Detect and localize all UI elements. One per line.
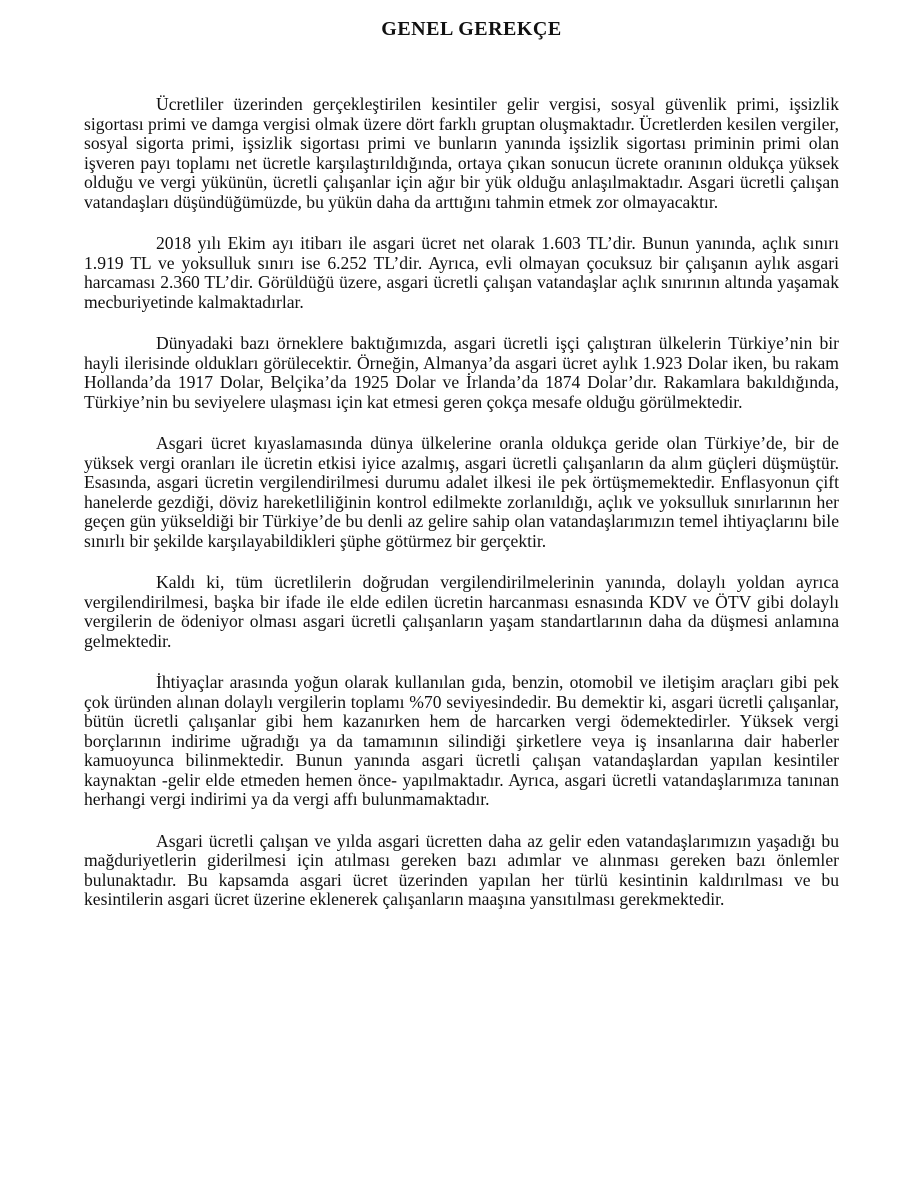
document-title: GENEL GEREKÇE <box>381 18 562 40</box>
paragraph-2: 2018 yılı Ekim ayı itibarı ile asgari ücret net olarak 1.603 TL’dir. Bunun yanında, açlık sınırı 1.919 TL ve yoksulluk sınırı ise 6.252 TL’dir. Ayrıca, evli olmayan çocuksuz bir çalışanın aylık asgari harcaması 2.360 TL’dir. Görüldüğü üzere, asgari ücretli çalışan vatandaşlar açlık sınırının altında yaşamak mecburiyetinde kalmaktadırlar. <box>84 233 839 312</box>
paragraph-4: Asgari ücret kıyaslamasında dünya ülkelerine oranla oldukça geride olan Türkiye’de, bir de yüksek vergi oranları ile ücretin etkisi iyice azalmış, asgari ücretli çalışanların da alım güçleri düşmüştür. Esasında, asgari ücretin vergilendirilmesi durumu adalet ilkesi ile pek örtüşmemektedir. Enflasyonun çift hanelerde gezdiği, döviz hareketliliğinin kontrol edilmekte zorlanıldığı, açlık ve yoksulluk sınırlarının her geçen gün yükseldiği bir Türkiye’de bu denli az gelire sahip olan vatandaşlarımızın temel ihtiyaçlarını bile sınırlı bir şekilde karşılayabildikleri şüphe götürmez bir gerçektir. <box>84 433 839 551</box>
paragraph-3: Dünyadaki bazı örneklere baktığımızda, asgari ücretli işçi çalıştıran ülkelerin Türkiye’nin bir hayli ilerisinde oldukları görülecektir. Örneğin, Almanya’da asgari ücret aylık 1.923 Dolar iken, bu rakam Hollanda’da 1917 Dolar, Belçika’da 1925 Dolar ve İrlanda’da 1874 Dolar’dır. Rakamlara bakıldığında, Türkiye’nin bu seviyelere ulaşması için kat etmesi geren çokça mesafe olduğu görülmektedir. <box>84 333 839 412</box>
paragraph-6: İhtiyaçlar arasında yoğun olarak kullanılan gıda, benzin, otomobil ve iletişim araçları gibi pek çok üründen alınan dolaylı vergilerin toplamı %70 seviyesindedir. Bu demektir ki, asgari ücretli çalışanlar, bütün ücretli çalışanlar gibi hem kazanırken hem de harcarken vergi ödemektedirler. Yüksek vergi borçlarının indirime uğradığı ya da tamamının silindiği şirketlere veya iş insanlarına dair haberler kamuoyunca bilinmektedir. Bunun yanında asgari ücretli çalışan vatandaşlardan yapılan kesintiler kaynaktan -gelir elde etmeden hemen önce- yapılmaktadır. Ayrıca, asgari ücretli vatandaşlarımıza tanınan herhangi vergi indirimi ya da vergi affı bulunmamaktadır. <box>84 672 839 809</box>
paragraph-5: Kaldı ki, tüm ücretlilerin doğrudan vergilendirilmelerinin yanında, dolaylı yoldan ayrıca vergilendirilmesi, başka bir ifade ile elde edilen ücretin harcanması esnasında KDV ve ÖTV gibi dolaylı vergilerin de ödeniyor olması asgari ücretli çalışanların yaşam standartlarının daha da düşmesi anlamına gelmektedir. <box>84 572 839 651</box>
paragraph-7: Asgari ücretli çalışan ve yılda asgari ücretten daha az gelir eden vatandaşlarımızın yaşadığı bu mağduriyetlerin giderilmesi için atılması gereken bazı adımlar ve alınması gereken bazı önlemler bulunaktadır. Bu kapsamda asgari ücret üzerinden yapılan her türlü kesintinin kaldırılması ve bu kesintilerin asgari ücret üzerine eklenerek çalışanların maaşına yansıtılması gerekmektedir. <box>84 830 839 909</box>
paragraph-1: Ücretliler üzerinden gerçekleştirilen kesintiler gelir vergisi, sosyal güvenlik primi, işsizlik sigortası primi ve damga vergisi olmak üzere dört farklı gruptan oluşmaktadır. Ücretlerden kesilen vergiler, sosyal sigorta primi, işsizlik sigortası primi ve bunların yanında işsizlik sigortası priminin primi olan işveren payı toplamı net ücretle karşılaştırıldığında, ortaya çıkan sonucun ücrete oranının oldukça yüksek olduğu ve vergi yükünün, ücretli çalışanlar için ağır bir yük olduğu anlaşılmaktadır. Asgari ücretli çalışan vatandaşları düşündüğümüzde, bu yükün daha da arttığını tahmin etmek zor olmayacaktır. <box>84 94 839 212</box>
